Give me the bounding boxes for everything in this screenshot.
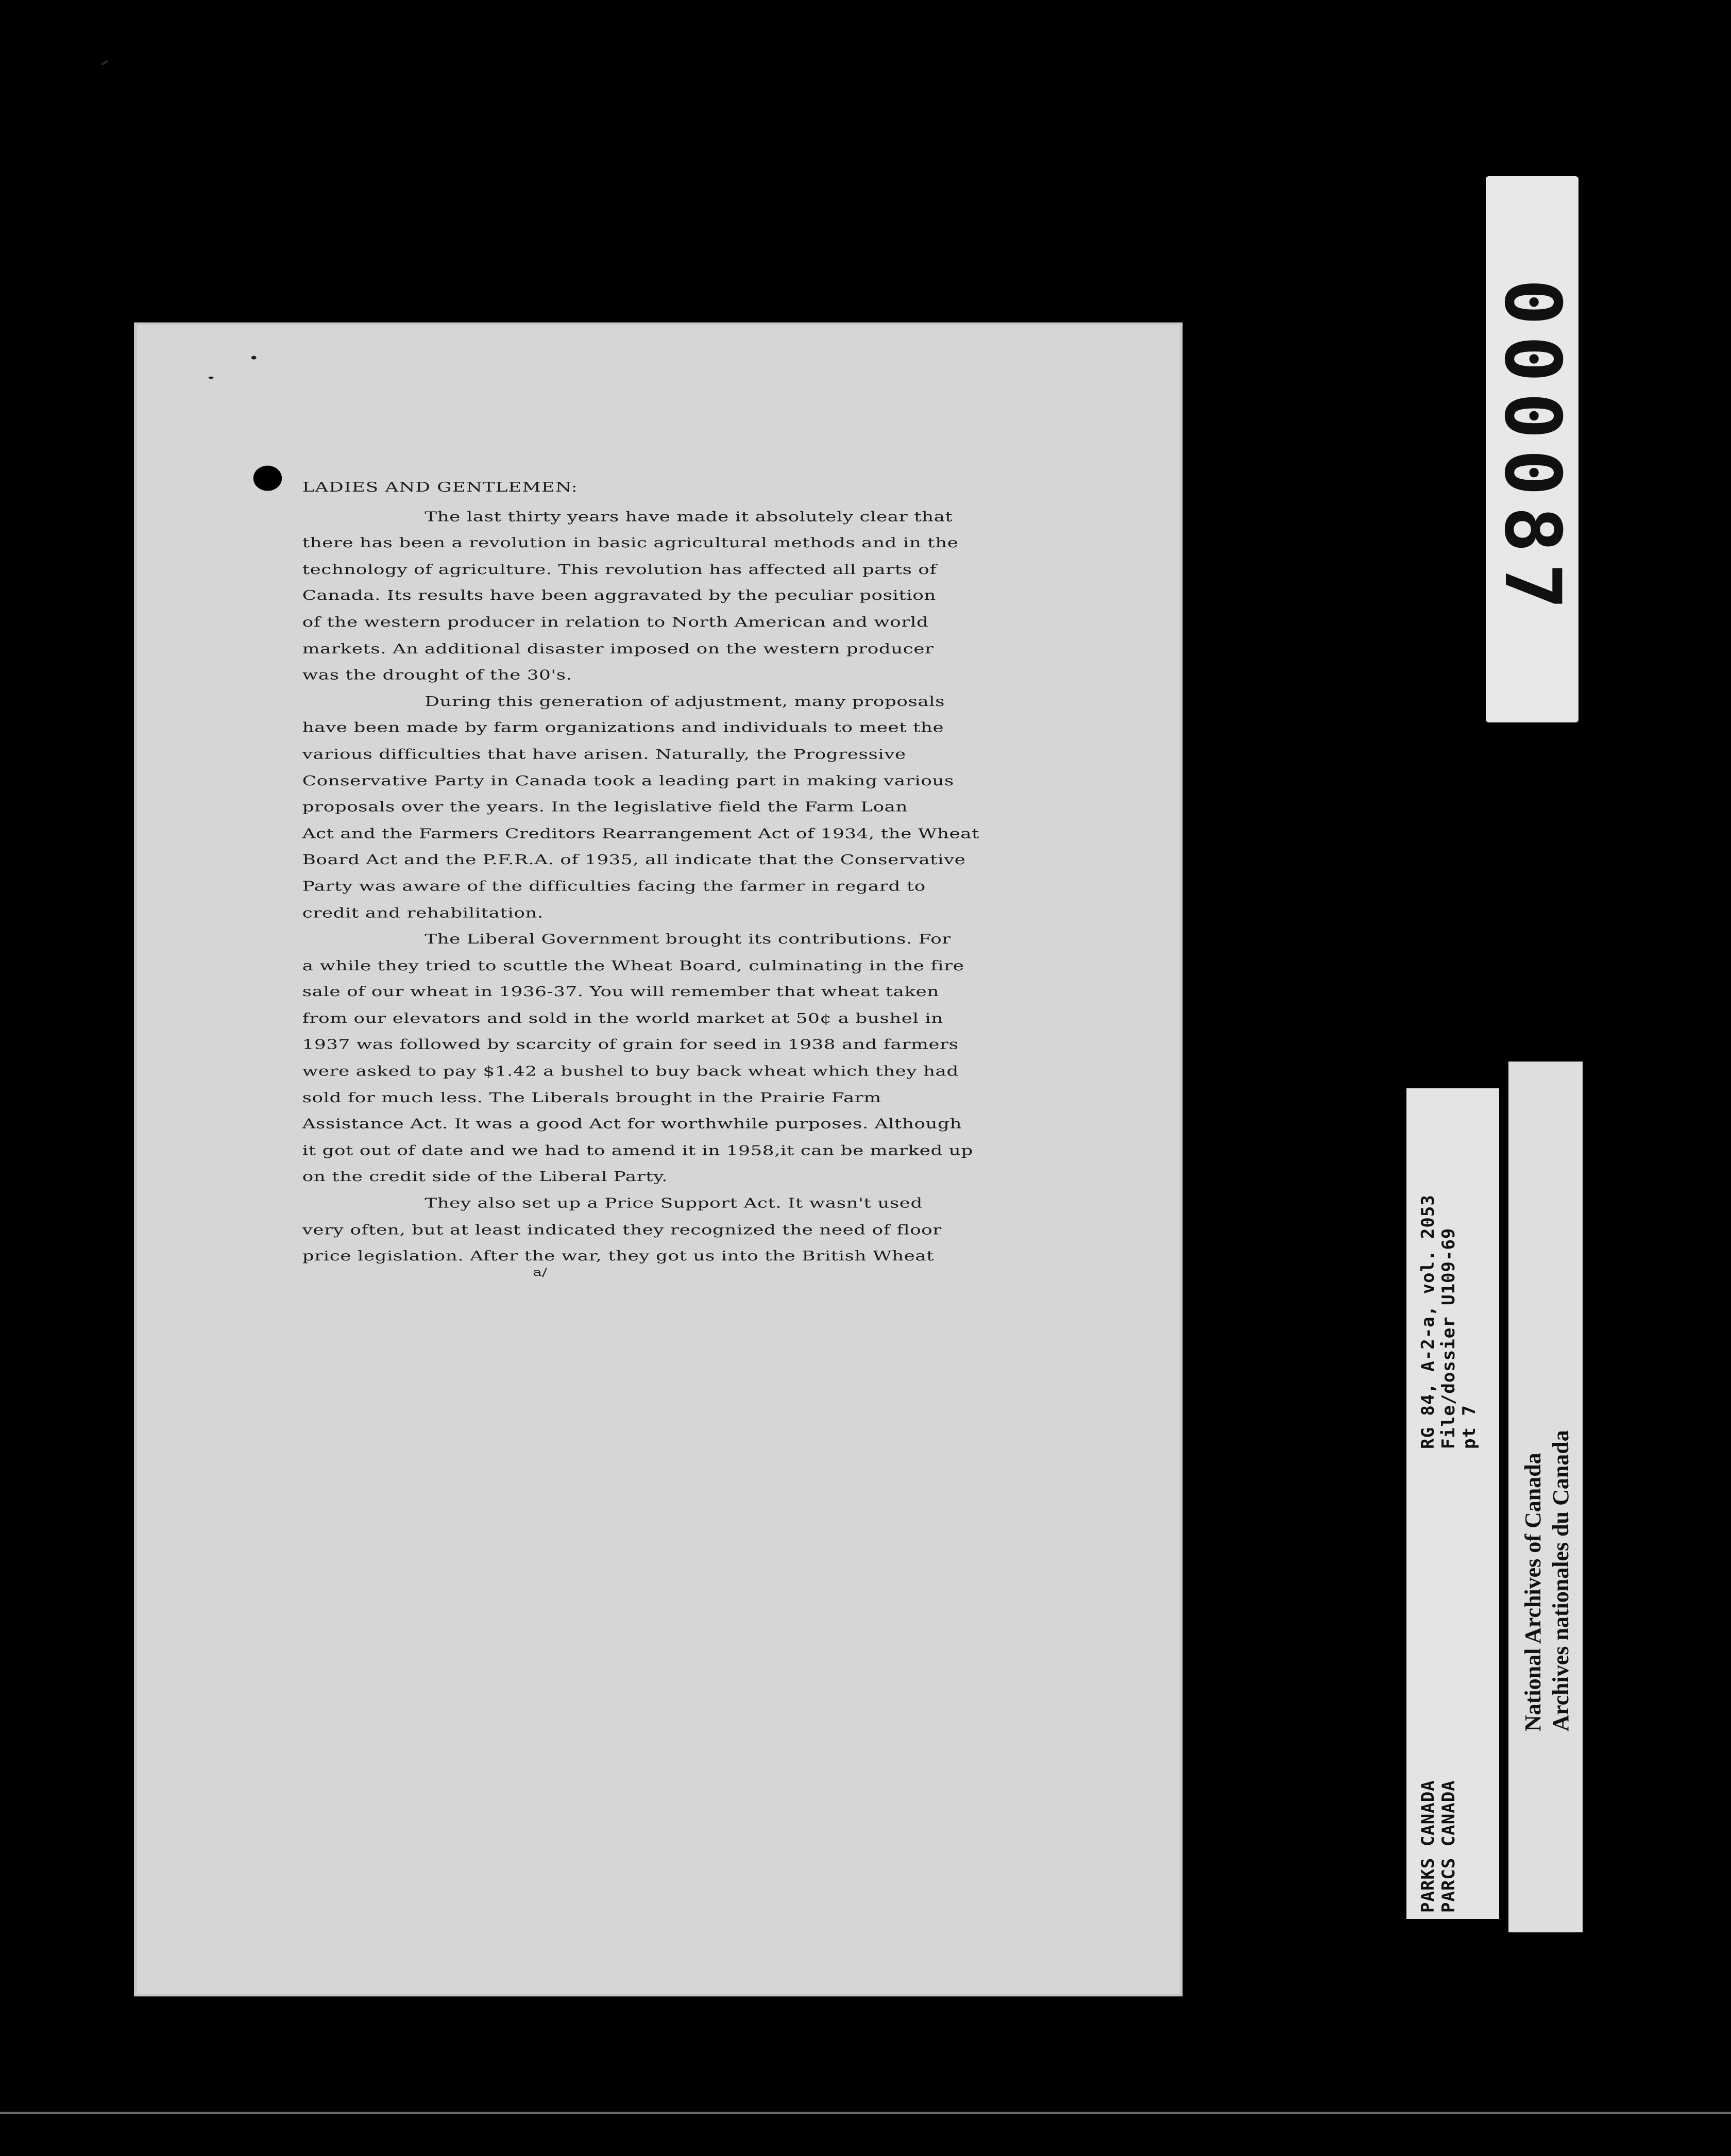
reference-line-5: PARCS CANADA: [1438, 1780, 1459, 1913]
reference-line-3: pt 7: [1459, 1405, 1480, 1449]
film-edge: [0, 2112, 1731, 2114]
frame-number-label: [1486, 176, 1579, 722]
archives-line-1: National Archives of Canada: [1520, 1453, 1546, 1731]
letter-line: Assistance Act. It was a good Act for worthwhile purposes. Although: [302, 1116, 962, 1133]
reference-line-2: File/dossier U109-69: [1438, 1227, 1459, 1449]
salutation: LADIES AND GENTLEMEN:: [302, 479, 578, 496]
reference-label: [1406, 1088, 1499, 1919]
archives-line-2: Archives nationales du Canada: [1548, 1430, 1573, 1731]
speck: [251, 356, 257, 359]
document-page: [137, 325, 1180, 1994]
letter-line: They also set up a Price Support Act. It wasn't used: [425, 1195, 923, 1211]
letter-line: there has been a revolution in basic agricultural methods and in the: [302, 535, 959, 551]
letter-lines: [302, 504, 1037, 1270]
reference-line-4: PARKS CANADA: [1418, 1780, 1438, 1913]
letter-line: price legislation. After the war, they got us into the British Wheat: [302, 1249, 935, 1265]
letter-line: Party was aware of the difficulties facing the farmer in regard to: [302, 879, 926, 895]
hole-punch: [253, 466, 282, 491]
letter-line: The Liberal Government brought its contributions. For: [425, 932, 951, 948]
letter-line: of the western producer in relation to North American and world: [302, 614, 929, 631]
handwritten-insert: a/: [533, 1265, 547, 1279]
letter-line: During this generation of adjustment, many proposals: [425, 694, 945, 710]
letter-line: technology of agriculture. This revolution has affected all parts of: [302, 562, 937, 578]
speck: [209, 377, 214, 379]
letter-line: Canada. Its results have been aggravated by the peculiar position: [302, 588, 936, 604]
letter-line: sale of our wheat in 1936-37. You will remember that wheat taken: [302, 984, 939, 1000]
letter-line: 1937 was followed by scarcity of grain for seed in 1938 and farmers: [302, 1037, 959, 1053]
letter-line: markets. An additional disaster imposed on the western producer: [302, 641, 934, 657]
letter-line: were asked to pay $1.42 a bushel to buy back wheat which they had: [302, 1064, 959, 1080]
letter-line: have been made by farm organizations and individuals to meet the: [302, 720, 944, 736]
letter-line: Act and the Farmers Creditors Rearrangement Act of 1934, the Wheat: [302, 826, 980, 842]
frame-number: 000087: [1487, 279, 1577, 620]
letter-line: Board Act and the P.F.R.A. of 1935, all indicate that the Conservative: [302, 852, 966, 868]
letter-line: sold for much less. The Liberals brought in the Prairie Farm: [302, 1090, 881, 1106]
letter-line: from our elevators and sold in the world market at 50¢ a bushel in: [302, 1010, 943, 1027]
archives-label: [1508, 1062, 1583, 1932]
letter-line: Conservative Party in Canada took a leading part in making various: [302, 773, 954, 789]
letter-line: proposals over the years. In the legislative field the Farm Loan: [302, 799, 908, 816]
reference-line-1: RG 84, A-2-a, vol. 2053: [1418, 1194, 1438, 1449]
letter-line: various difficulties that have arisen. Naturally, the Progressive: [302, 747, 906, 763]
letter-line: was the drought of the 30's.: [302, 667, 572, 683]
letter-body: [302, 475, 1037, 1270]
letter-line: it got out of date and we had to amend it in 1958,it can be marked up: [302, 1143, 973, 1159]
letter-line: credit and rehabilitation.: [302, 905, 544, 921]
letter-line: very often, but at least indicated they recognized the need of floor: [302, 1222, 942, 1238]
letter-line: on the credit side of the Liberal Party.: [302, 1169, 668, 1185]
letter-line: The last thirty years have made it absolutely clear that: [425, 509, 953, 525]
letter-line: a while they tried to scuttle the Wheat Board, culminating in the fire: [302, 958, 964, 974]
